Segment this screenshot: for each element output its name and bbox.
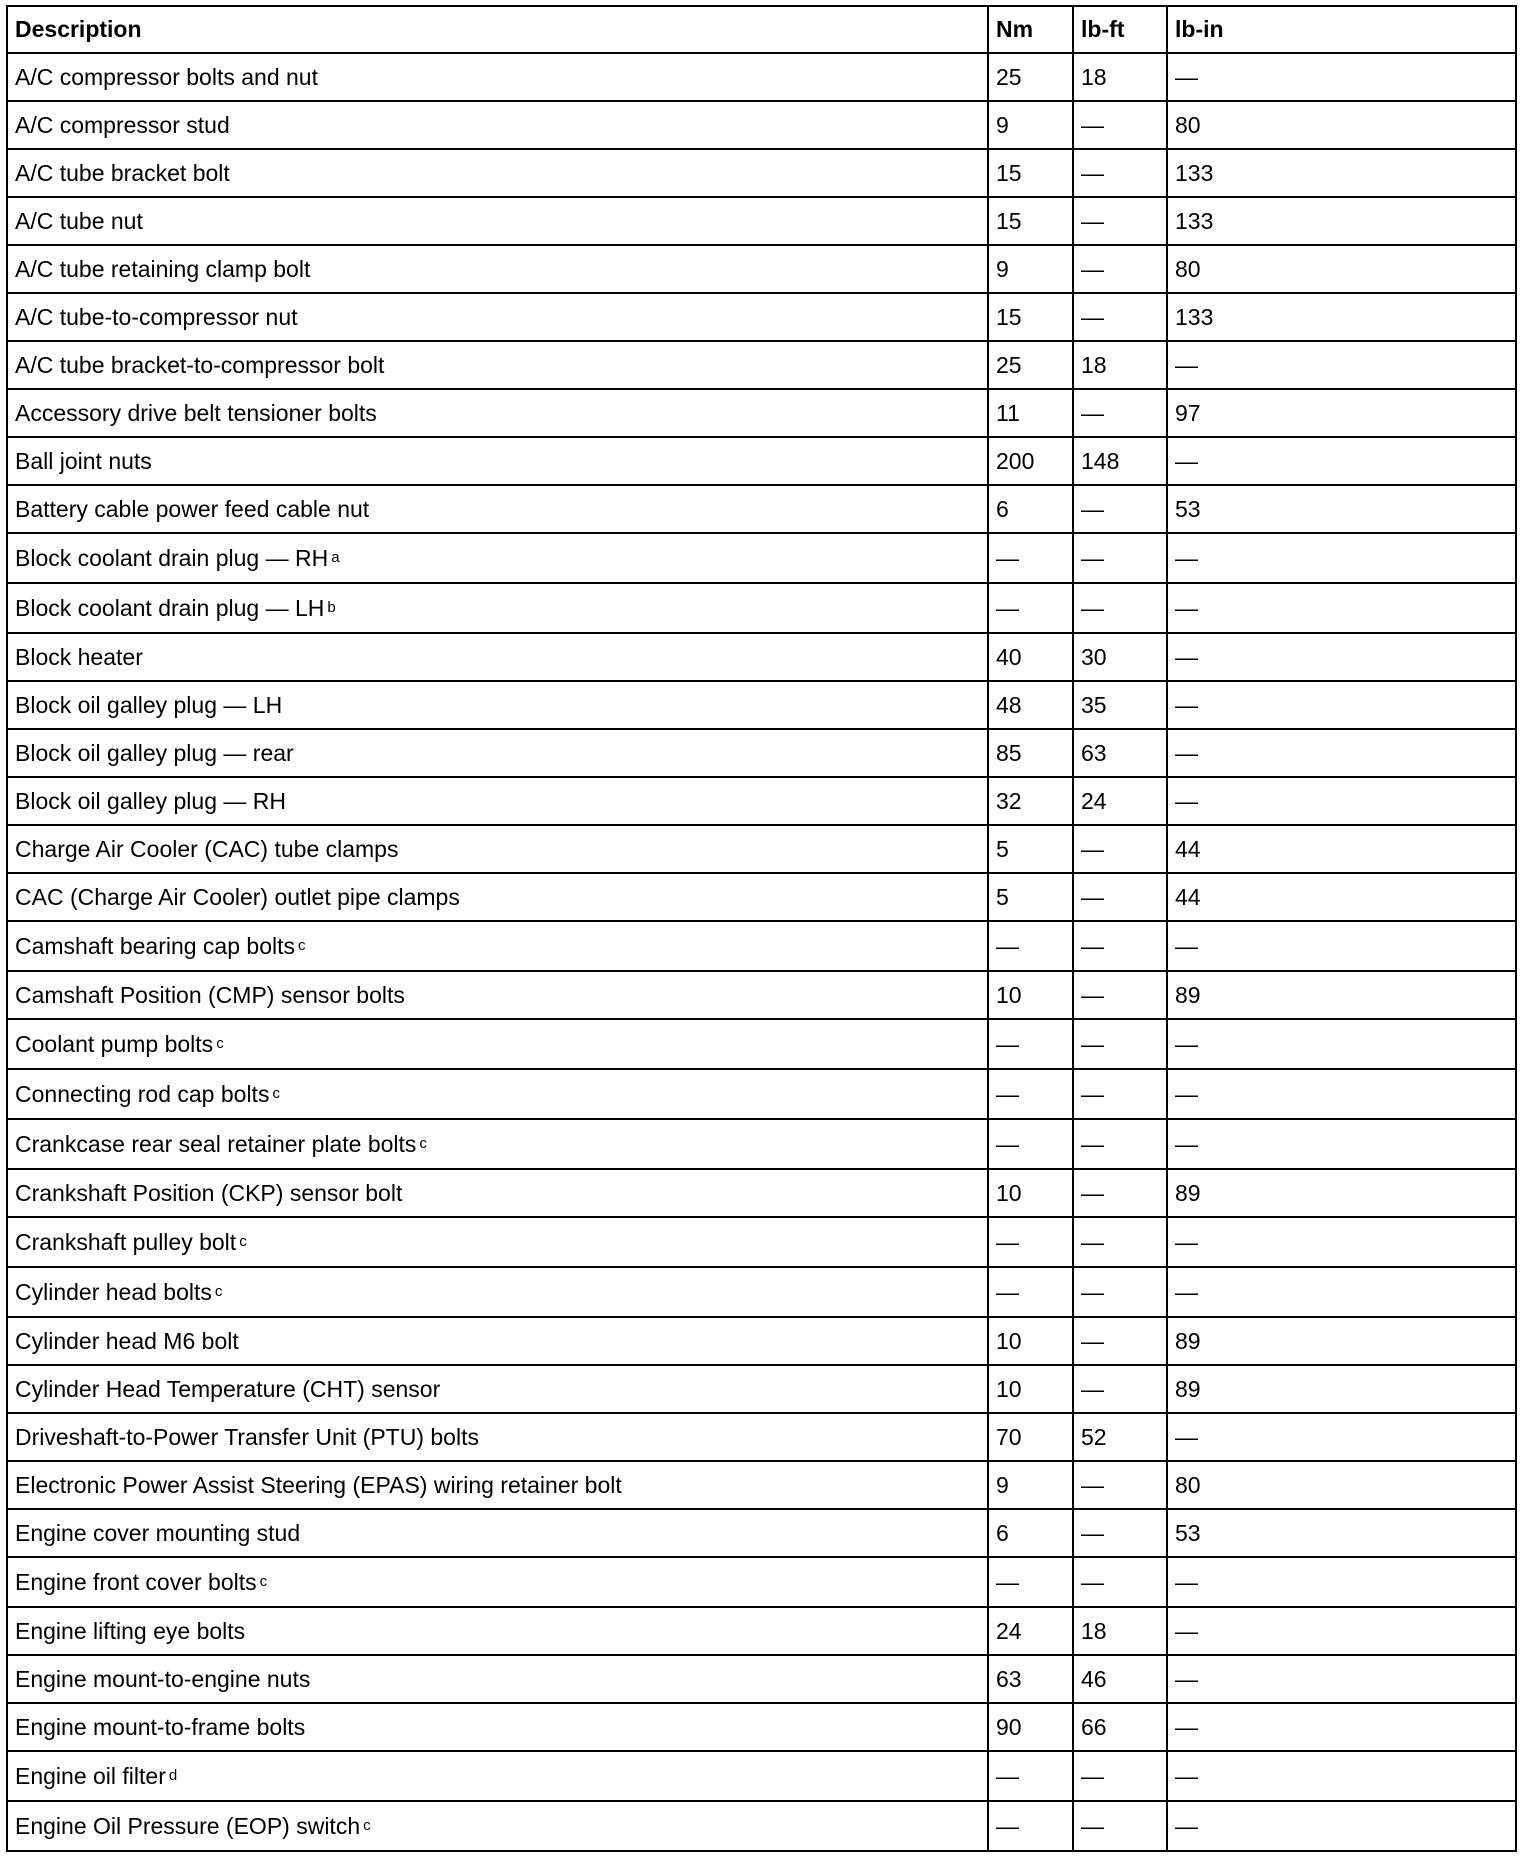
header-row (7, 6, 1516, 53)
nm-cell: — (988, 1801, 1073, 1851)
description-text: A/C compressor bolts and nut (15, 63, 318, 90)
lb-in-cell: 89 (1167, 1365, 1516, 1413)
description-text: Engine lifting eye bolts (15, 1617, 246, 1644)
nm-cell: 5 (988, 825, 1073, 873)
description-cell (7, 1751, 988, 1801)
lb-in-cell: — (1167, 1607, 1516, 1655)
header-description: Description (7, 6, 988, 53)
description-cell (7, 101, 988, 149)
lb-in-cell: — (1167, 1655, 1516, 1703)
description-cell (7, 681, 988, 729)
table-row (7, 533, 1516, 583)
description-cell (7, 583, 988, 633)
lb-in-cell: — (1167, 681, 1516, 729)
lb-ft-cell: — (1073, 1751, 1167, 1801)
nm-cell: 48 (988, 681, 1073, 729)
footnote-marker: c (363, 1816, 371, 1834)
description-text: Crankshaft Position (CKP) sensor bolt (15, 1179, 403, 1206)
description-text: Camshaft Position (CMP) sensor bolts (15, 981, 405, 1008)
lb-ft-cell: 148 (1073, 437, 1167, 485)
lb-in-cell: — (1167, 53, 1516, 101)
footnote-marker: d (168, 1766, 178, 1784)
description-cell (7, 825, 988, 873)
description-cell (7, 1169, 988, 1217)
table-row (7, 389, 1516, 437)
nm-cell: — (988, 1557, 1073, 1607)
table-row (7, 777, 1516, 825)
lb-ft-cell: — (1073, 1267, 1167, 1317)
lb-in-cell: — (1167, 341, 1516, 389)
footnote-marker: c (419, 1134, 427, 1152)
lb-in-cell: — (1167, 1751, 1516, 1801)
footnote-marker: c (298, 936, 306, 954)
table-row (7, 53, 1516, 101)
nm-cell: 90 (988, 1703, 1073, 1751)
nm-cell: 9 (988, 245, 1073, 293)
description-text: A/C tube-to-compressor nut (15, 303, 298, 330)
nm-cell: 10 (988, 1169, 1073, 1217)
lb-ft-cell: — (1073, 971, 1167, 1019)
description-cell (7, 1069, 988, 1119)
description-cell (7, 971, 988, 1019)
table-row (7, 1069, 1516, 1119)
nm-cell: 32 (988, 777, 1073, 825)
description-text: Block oil galley plug — rear (15, 739, 294, 766)
lb-ft-cell: — (1073, 1509, 1167, 1557)
description-cell (7, 729, 988, 777)
table-row (7, 485, 1516, 533)
description-text: CAC (Charge Air Cooler) outlet pipe clamps (15, 883, 460, 910)
lb-ft-cell: — (1073, 293, 1167, 341)
lb-in-cell: — (1167, 1069, 1516, 1119)
nm-cell: — (988, 1751, 1073, 1801)
table-row (7, 681, 1516, 729)
lb-ft-cell: — (1073, 1119, 1167, 1169)
table-row (7, 1413, 1516, 1461)
footnote-marker: c (272, 1084, 280, 1102)
lb-ft-cell: 24 (1073, 777, 1167, 825)
table-row (7, 971, 1516, 1019)
description-text: A/C compressor stud (15, 111, 230, 138)
nm-cell: 9 (988, 1461, 1073, 1509)
lb-in-cell: — (1167, 1413, 1516, 1461)
lb-ft-cell: — (1073, 1365, 1167, 1413)
lb-in-cell: — (1167, 437, 1516, 485)
lb-in-cell: — (1167, 1267, 1516, 1317)
description-text: Crankshaft pulley bolt (15, 1228, 237, 1255)
description-cell (7, 1801, 988, 1851)
lb-ft-cell: — (1073, 1019, 1167, 1069)
table-row (7, 1019, 1516, 1069)
header-nm: Nm (988, 6, 1073, 53)
table-row (7, 1317, 1516, 1365)
description-text: Camshaft bearing cap bolts (15, 932, 295, 959)
lb-ft-cell: — (1073, 149, 1167, 197)
lb-ft-cell: — (1073, 825, 1167, 873)
nm-cell: 10 (988, 1317, 1073, 1365)
nm-cell: — (988, 1217, 1073, 1267)
description-cell (7, 1019, 988, 1069)
description-text: Block oil galley plug — LH (15, 691, 283, 718)
nm-cell: — (988, 1019, 1073, 1069)
description-text: Engine mount-to-engine nuts (15, 1665, 311, 1692)
description-cell (7, 389, 988, 437)
description-cell (7, 341, 988, 389)
lb-ft-cell: — (1073, 101, 1167, 149)
footnote-marker: c (216, 1034, 224, 1052)
lb-ft-cell: — (1073, 1801, 1167, 1851)
lb-in-cell: — (1167, 1119, 1516, 1169)
lb-in-cell: 97 (1167, 389, 1516, 437)
table-row (7, 1267, 1516, 1317)
nm-cell: 6 (988, 485, 1073, 533)
lb-ft-cell: 46 (1073, 1655, 1167, 1703)
lb-in-cell: — (1167, 921, 1516, 971)
description-text: Driveshaft-to-Power Transfer Unit (PTU) bolts (15, 1423, 479, 1450)
description-cell (7, 533, 988, 583)
lb-ft-cell: — (1073, 583, 1167, 633)
nm-cell: 200 (988, 437, 1073, 485)
lb-ft-cell: — (1073, 197, 1167, 245)
description-text: Engine oil filter (15, 1762, 166, 1789)
table-row (7, 197, 1516, 245)
lb-ft-cell: 18 (1073, 53, 1167, 101)
lb-in-cell: — (1167, 583, 1516, 633)
lb-ft-cell: — (1073, 873, 1167, 921)
torque-specification-table (6, 5, 1517, 1852)
lb-in-cell: — (1167, 1703, 1516, 1751)
table-row (7, 1217, 1516, 1267)
description-text: Block coolant drain plug — RH (15, 544, 329, 571)
lb-ft-cell: 35 (1073, 681, 1167, 729)
lb-ft-cell: — (1073, 1461, 1167, 1509)
description-text: A/C tube nut (15, 207, 143, 234)
description-cell (7, 1119, 988, 1169)
table-row (7, 293, 1516, 341)
description-text: Engine Oil Pressure (EOP) switch (15, 1812, 361, 1839)
table-row (7, 1365, 1516, 1413)
description-cell (7, 197, 988, 245)
description-cell (7, 633, 988, 681)
lb-in-cell: — (1167, 1019, 1516, 1069)
lb-in-cell: — (1167, 1217, 1516, 1267)
footnote-marker: c (259, 1572, 268, 1590)
description-cell (7, 1509, 988, 1557)
table-row (7, 1557, 1516, 1607)
lb-in-cell: 89 (1167, 1317, 1516, 1365)
description-text: A/C tube retaining clamp bolt (15, 255, 311, 282)
description-cell (7, 149, 988, 197)
table-row (7, 583, 1516, 633)
nm-cell: 10 (988, 1365, 1073, 1413)
lb-in-cell: — (1167, 633, 1516, 681)
lb-ft-cell: — (1073, 1557, 1167, 1607)
nm-cell: 25 (988, 53, 1073, 101)
description-cell (7, 1365, 988, 1413)
description-text: Charge Air Cooler (CAC) tube clamps (15, 835, 399, 862)
nm-cell: 15 (988, 293, 1073, 341)
lb-ft-cell: — (1073, 1069, 1167, 1119)
table-row (7, 825, 1516, 873)
lb-in-cell: — (1167, 1801, 1516, 1851)
table-row (7, 633, 1516, 681)
nm-cell: 24 (988, 1607, 1073, 1655)
description-cell (7, 921, 988, 971)
description-text: Cylinder head bolts (15, 1278, 212, 1305)
table-row (7, 101, 1516, 149)
lb-ft-cell: — (1073, 245, 1167, 293)
description-text: Engine front cover bolts (15, 1568, 257, 1595)
description-text: Engine cover mounting stud (15, 1519, 301, 1546)
lb-in-cell: — (1167, 533, 1516, 583)
lb-in-cell: — (1167, 1557, 1516, 1607)
table-row (7, 729, 1516, 777)
footnote-marker: c (239, 1232, 247, 1250)
lb-in-cell: 44 (1167, 873, 1516, 921)
footnote-marker: c (214, 1282, 223, 1300)
table-row (7, 1801, 1516, 1851)
lb-ft-cell: 18 (1073, 341, 1167, 389)
lb-ft-cell: — (1073, 921, 1167, 971)
lb-in-cell: 44 (1167, 825, 1516, 873)
description-cell (7, 1461, 988, 1509)
description-cell (7, 1557, 988, 1607)
description-cell (7, 1607, 988, 1655)
description-cell (7, 1317, 988, 1365)
description-cell (7, 437, 988, 485)
description-cell (7, 777, 988, 825)
table-body (7, 53, 1516, 1851)
table-row (7, 245, 1516, 293)
description-text: Ball joint nuts (15, 447, 152, 474)
description-text: Crankcase rear seal retainer plate bolts (15, 1130, 417, 1157)
description-text: Cylinder Head Temperature (CHT) sensor (15, 1375, 441, 1402)
nm-cell: 15 (988, 149, 1073, 197)
nm-cell: — (988, 583, 1073, 633)
table-row (7, 1169, 1516, 1217)
nm-cell: 40 (988, 633, 1073, 681)
lb-ft-cell: — (1073, 533, 1167, 583)
description-text: Block coolant drain plug — LH (15, 594, 325, 621)
footnote-marker: b (327, 598, 336, 616)
nm-cell: — (988, 1069, 1073, 1119)
lb-in-cell: — (1167, 729, 1516, 777)
lb-ft-cell: — (1073, 389, 1167, 437)
description-cell (7, 245, 988, 293)
lb-in-cell: 80 (1167, 101, 1516, 149)
description-text: Block oil galley plug — RH (15, 787, 287, 814)
nm-cell: 15 (988, 197, 1073, 245)
lb-ft-cell: 52 (1073, 1413, 1167, 1461)
nm-cell: — (988, 921, 1073, 971)
lb-in-cell: 80 (1167, 245, 1516, 293)
table-row (7, 1509, 1516, 1557)
lb-ft-cell: 30 (1073, 633, 1167, 681)
lb-in-cell: 53 (1167, 485, 1516, 533)
table-row (7, 1607, 1516, 1655)
footnote-marker: a (331, 548, 340, 566)
description-text: Coolant pump bolts (15, 1030, 214, 1057)
header-lb-in: lb-in (1167, 6, 1516, 53)
table-row (7, 1461, 1516, 1509)
nm-cell: — (988, 1119, 1073, 1169)
header-lb-ft: lb-ft (1073, 6, 1167, 53)
lb-ft-cell: 66 (1073, 1703, 1167, 1751)
description-cell (7, 873, 988, 921)
table-row (7, 921, 1516, 971)
lb-in-cell: 133 (1167, 149, 1516, 197)
description-text: Block heater (15, 643, 143, 670)
nm-cell: 63 (988, 1655, 1073, 1703)
lb-in-cell: — (1167, 777, 1516, 825)
lb-in-cell: 89 (1167, 1169, 1516, 1217)
description-cell (7, 293, 988, 341)
description-text: Cylinder head M6 bolt (15, 1327, 239, 1354)
description-cell (7, 1703, 988, 1751)
nm-cell: 11 (988, 389, 1073, 437)
description-text: Connecting rod cap bolts (15, 1080, 270, 1107)
lb-ft-cell: — (1073, 1317, 1167, 1365)
table-row (7, 437, 1516, 485)
lb-ft-cell: 63 (1073, 729, 1167, 777)
description-cell (7, 1655, 988, 1703)
table-row (7, 1751, 1516, 1801)
lb-in-cell: 133 (1167, 197, 1516, 245)
description-text: A/C tube bracket bolt (15, 159, 230, 186)
lb-ft-cell: — (1073, 1217, 1167, 1267)
description-cell (7, 1413, 988, 1461)
table-row (7, 1703, 1516, 1751)
description-cell (7, 1217, 988, 1267)
table-row (7, 149, 1516, 197)
table-row (7, 1119, 1516, 1169)
description-text: Electronic Power Assist Steering (EPAS) wiring retainer bolt (15, 1471, 622, 1498)
table-row (7, 341, 1516, 389)
description-text: Engine mount-to-frame bolts (15, 1713, 306, 1740)
nm-cell: 9 (988, 101, 1073, 149)
description-text: Accessory drive belt tensioner bolts (15, 399, 377, 426)
description-cell (7, 1267, 988, 1317)
lb-ft-cell: — (1073, 485, 1167, 533)
description-cell (7, 53, 988, 101)
description-cell (7, 485, 988, 533)
description-text: Battery cable power feed cable nut (15, 495, 370, 522)
lb-ft-cell: — (1073, 1169, 1167, 1217)
nm-cell: 85 (988, 729, 1073, 777)
nm-cell: 5 (988, 873, 1073, 921)
lb-ft-cell: 18 (1073, 1607, 1167, 1655)
nm-cell: — (988, 1267, 1073, 1317)
nm-cell: 10 (988, 971, 1073, 1019)
lb-in-cell: 133 (1167, 293, 1516, 341)
lb-in-cell: 80 (1167, 1461, 1516, 1509)
nm-cell: — (988, 533, 1073, 583)
table-row (7, 873, 1516, 921)
table-row (7, 1655, 1516, 1703)
description-text: A/C tube bracket-to-compressor bolt (15, 351, 385, 378)
nm-cell: 6 (988, 1509, 1073, 1557)
lb-in-cell: 53 (1167, 1509, 1516, 1557)
nm-cell: 70 (988, 1413, 1073, 1461)
nm-cell: 25 (988, 341, 1073, 389)
lb-in-cell: 89 (1167, 971, 1516, 1019)
